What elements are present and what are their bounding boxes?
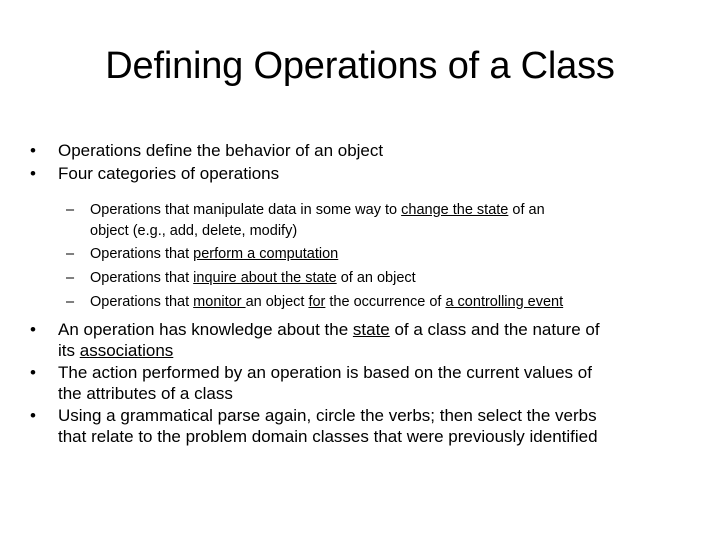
sub-text-middle-2: the occurrence of (325, 294, 446, 310)
bullet-text-line2: the attributes of a class (58, 384, 233, 403)
bullet-action-performed (30, 361, 700, 404)
sub-text-middle: an object (245, 294, 309, 310)
bullet-text-line1: Using a grammatical parse again, circle the verbs; then select the verbs (58, 406, 597, 425)
bullet-operation-knowledge (30, 318, 700, 361)
sub-text-underlined: inquire about the state (193, 270, 337, 286)
bullet-text-before: An operation has knowledge about the (58, 320, 353, 339)
bullet-text-line1: The action performed by an operation is based on the current values of (58, 363, 592, 382)
bullet-marker: • (30, 141, 36, 160)
bullet-text: Operations define the behavior of an object (58, 141, 384, 160)
dash-marker: – (66, 202, 75, 218)
bullet-marker: • (30, 406, 36, 425)
bullet-four-categories (30, 162, 700, 185)
sub-bullet-monitor-object (30, 290, 700, 314)
slide-body (30, 139, 700, 447)
sub-bullet-inquire-state (30, 266, 700, 290)
sub-text-before: Operations that (90, 270, 194, 286)
bullet-marker: • (30, 363, 36, 382)
bullet-text: Four categories of operations (58, 164, 280, 183)
bullet-marker: • (30, 164, 36, 183)
dash-marker: – (66, 294, 75, 310)
sub-text-after: of an object (336, 270, 416, 286)
sub-text-before: Operations that manipulate data in some way to (90, 202, 402, 218)
sub-text-line2: object (e.g., add, delete, modify) (90, 223, 298, 239)
bullet-text-line2-underlined: associations (79, 341, 174, 360)
sub-text-underlined: change the state (401, 202, 509, 218)
bullet-grammatical-parse (30, 404, 700, 447)
sub-text-underlined-3: a controlling event (445, 294, 564, 310)
sub-text-before: Operations that (90, 246, 194, 262)
sub-text-underlined: perform a computation (193, 246, 339, 262)
bullet-text-after: of a class and the nature of (389, 320, 600, 339)
bullet-text-underlined: state (352, 320, 390, 339)
bullet-marker: • (30, 320, 36, 339)
sub-text-after: of an (508, 202, 545, 218)
bullet-text-line2: that relate to the problem domain classes that were previously identified (58, 427, 598, 446)
sub-bullet-perform-computation (30, 242, 700, 266)
bullet-text-line2-before: its (58, 341, 80, 360)
slide-title: Defining Operations of a Class (105, 45, 615, 87)
sub-bullet-manipulate-data (30, 198, 700, 242)
sub-text-underlined-2: for (308, 294, 326, 310)
sub-text-underlined: monitor (193, 294, 246, 310)
bullet-operations-define (30, 139, 700, 162)
dash-marker: – (66, 270, 75, 286)
sub-text-before: Operations that (90, 294, 194, 310)
dash-marker: – (66, 246, 75, 262)
